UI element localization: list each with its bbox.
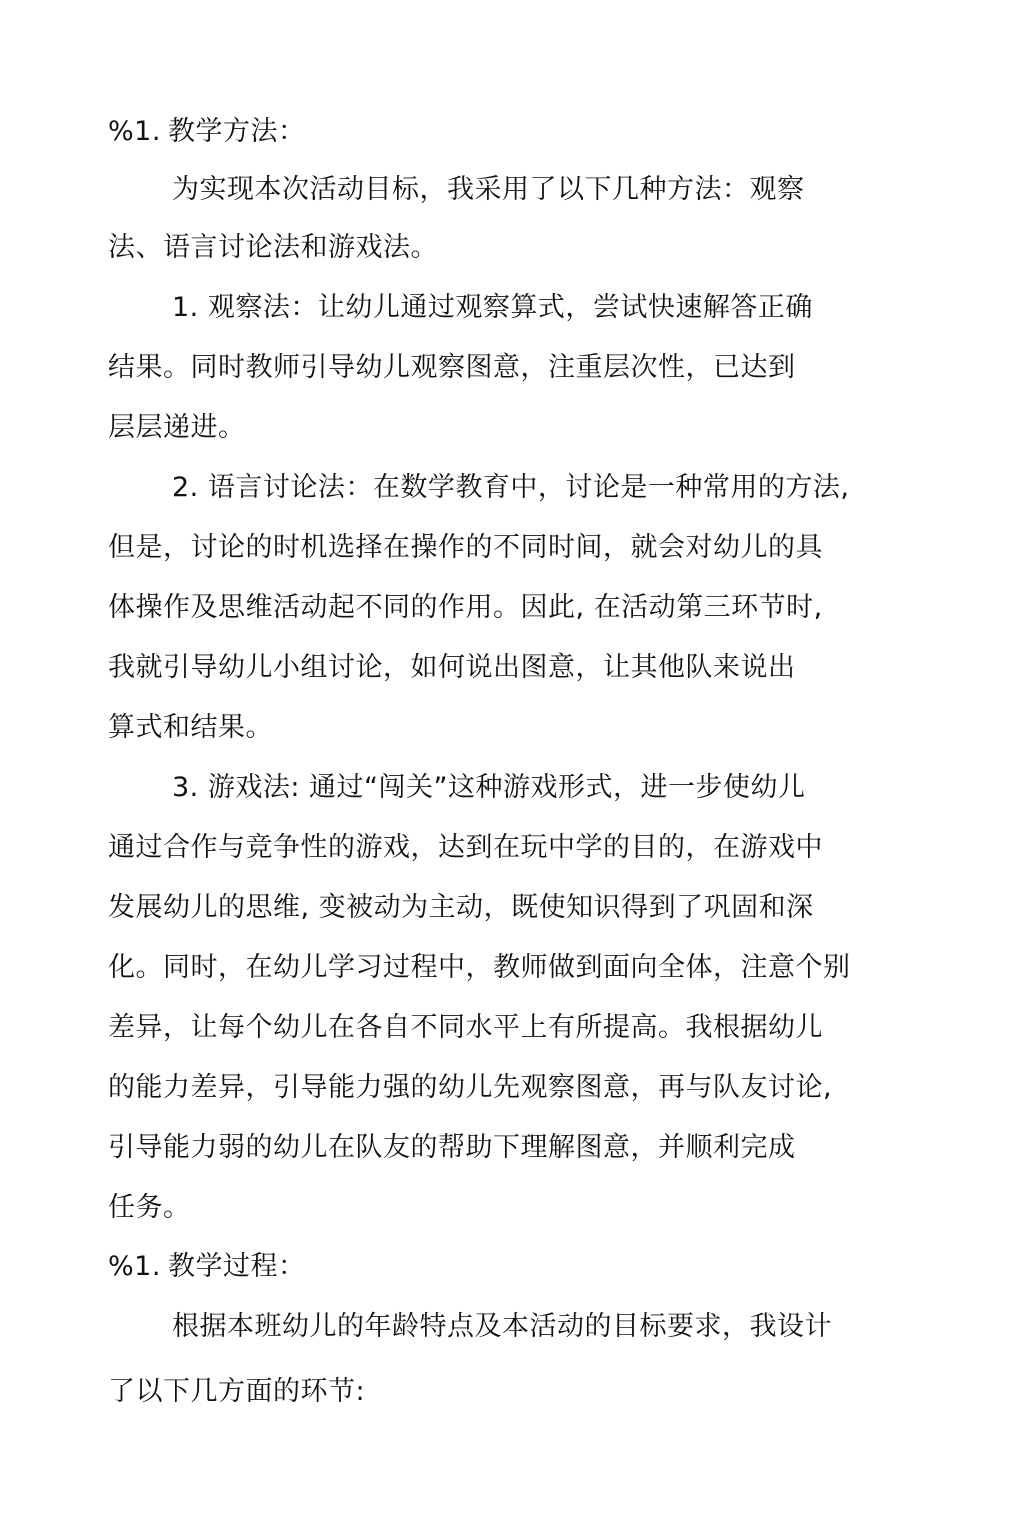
paragraph-line: 任务。	[108, 1192, 191, 1223]
paragraph-line: 算式和结果。	[108, 712, 273, 743]
paragraph-line: 为实现本次活动目标，我采用了以下几种方法：观察	[172, 174, 805, 205]
paragraph-line: 3. 游戏法: 通过“闯关”这种游戏形式，进一步使幼儿	[172, 772, 806, 803]
section-title: 教学过程：	[168, 1251, 306, 1282]
paragraph-line: 引导能力弱的幼儿在队友的帮助下理解图意，并顺利完成	[108, 1132, 796, 1163]
paragraph-line: 但是，讨论的时机选择在操作的不同时间，就会对幼儿的具	[108, 532, 823, 563]
paragraph-line: 通过合作与竞争性的游戏，达到在玩中学的目的，在游戏中	[108, 832, 823, 863]
section-number: %1.	[108, 1251, 161, 1282]
section-heading-teaching-methods	[108, 114, 306, 150]
paragraph-line: 我就引导幼儿小组讨论，如何说出图意，让其他队来说出	[108, 652, 796, 683]
paragraph-line: 差异，让每个幼儿在各自不同水平上有所提高。我根据幼儿	[108, 1012, 823, 1043]
section-heading-teaching-process	[108, 1249, 306, 1285]
paragraph-line: 化。同时，在幼儿学习过程中，教师做到面向全体，注意个别	[108, 952, 851, 983]
paragraph-line: 体操作及思维活动起不同的作用。因此, 在活动第三环节时,	[108, 592, 823, 623]
paragraph-line: 了以下几方面的环节:	[108, 1376, 366, 1407]
paragraph-line: 发展幼儿的思维, 变被动为主动，既使知识得到了巩固和深	[108, 892, 814, 923]
paragraph-line: 结果。同时教师引导幼儿观察图意，注重层次性，已达到	[108, 352, 796, 383]
section-title: 教学方法：	[168, 116, 306, 147]
paragraph-line: 的能力差异，引导能力强的幼儿先观察图意，再与队友讨论,	[108, 1072, 833, 1103]
paragraph-line: 法、语言讨论法和游戏法。	[108, 232, 438, 263]
paragraph-line: 1. 观察法：让幼儿通过观察算式，尝试快速解答正确	[172, 292, 813, 323]
paragraph-line: 根据本班幼儿的年龄特点及本活动的目标要求，我设计	[172, 1311, 832, 1342]
section-number: %1.	[108, 116, 161, 147]
paragraph-line: 层层递进。	[108, 412, 246, 443]
paragraph-line: 2. 语言讨论法：在数学教育中，讨论是一种常用的方法,	[172, 472, 850, 503]
